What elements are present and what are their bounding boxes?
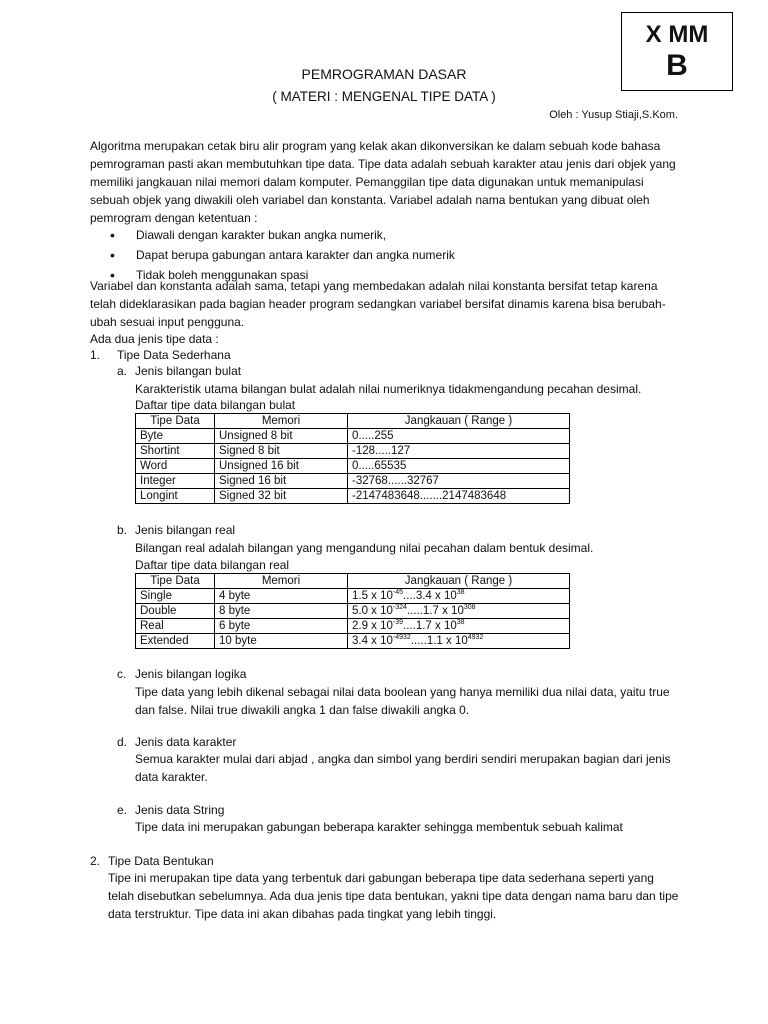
table-row: [136, 619, 570, 634]
table-cell: Signed 8 bit: [215, 444, 348, 459]
table-cell: Word: [136, 459, 215, 474]
table-row: [136, 634, 570, 649]
table-cell: Signed 32 bit: [215, 489, 348, 504]
column-header: Tipe Data: [136, 414, 215, 429]
table-cell: Byte: [136, 429, 215, 444]
real-types-table: [135, 573, 570, 649]
subsection-a-desc: Karakteristik utama bilangan bulat adalah nilai numeriknya tidakmengandung pecahan desimal.: [135, 382, 642, 396]
variable-rules-list: [110, 225, 455, 285]
table-header-row: [136, 574, 570, 589]
class-label-line1: X MM: [645, 21, 709, 48]
subsection-d-title: Jenis data karakter: [135, 735, 237, 749]
table-row: [136, 604, 570, 619]
subsection-e-desc: Tipe data ini merupakan gabungan beberapa karakter sehingga membentuk sebuah kalimat: [135, 820, 623, 834]
table-cell: Single: [136, 589, 215, 604]
author-line: Oleh : Yusup Stiaji,S.Kom.: [549, 109, 678, 121]
section1-number: 1.: [90, 348, 101, 362]
list-item: • Tidak boleh menggunakan spasi: [110, 265, 455, 285]
section1-title: Tipe Data Sederhana: [117, 348, 231, 362]
table-cell-range: 1.5 x $10^{-45}....3.4$ x $10^{38}$: [348, 589, 570, 604]
section2-number: 2.: [90, 854, 101, 868]
variable-constant-paragraph: Variabel dan konstanta adalah sama, tetapi yang membedakan adalah nilai konstanta bersifat tetap karena telah dideklarasikan pada bagian header program sedangkan variabel bersifat dinamis karena bisa berubah-ubah sesuai input pengguna.: [90, 279, 666, 329]
subsection-c-label: c.: [117, 667, 127, 681]
table-header-row: [136, 414, 570, 429]
subsection-a-label: a.: [117, 364, 128, 378]
section2-desc: Tipe ini merupakan tipe data yang terbentuk dari gabungan beberapa tipe data sederhana seperti yang telah disebutkan sebelumnya. Ada dua jenis tipe data bentukan, yakni tipe data dengan nama baru dan tipe data terstruktur. Tipe data ini akan dibahas pada tingkat yang lebih tinggi.: [108, 871, 679, 921]
column-header: Jangkauan ( Range ): [348, 574, 570, 589]
subsection-c-title: Jenis bilangan logika: [135, 667, 247, 681]
table-cell-range: 3.4 x $10^{-4932}.....1.1$ x $10^{4932}$: [348, 634, 570, 649]
two-types-line: Ada dua jenis tipe data :: [90, 332, 219, 346]
table-cell: -2147483648.......2147483648: [348, 489, 570, 504]
table-row: [136, 589, 570, 604]
table-cell: 6 byte: [215, 619, 348, 634]
table-row: [136, 459, 570, 474]
column-header: Jangkauan ( Range ): [348, 414, 570, 429]
subsection-e-label: e.: [117, 803, 128, 817]
table-cell: 8 byte: [215, 604, 348, 619]
table-cell: 0.....255: [348, 429, 570, 444]
section2-title: Tipe Data Bentukan: [108, 854, 214, 868]
subsection-b-label: b.: [117, 523, 128, 537]
table-cell: Shortint: [136, 444, 215, 459]
table-cell-range: 2.9 x $10^{-39}....1.7$ x $10^{38}$: [348, 619, 570, 634]
table-cell: 0.....65535: [348, 459, 570, 474]
table-row: [136, 489, 570, 504]
subsection-b-desc: Bilangan real adalah bilangan yang mengandung nilai pecahan dalam bentuk desimal.: [135, 541, 594, 555]
subsection-c-desc: Tipe data yang lebih dikenal sebagai nilai data boolean yang hanya memiliki dua nilai data, yaitu true dan false. Nilai true diwakili angka 1 dan false diwakili angka 0.: [135, 685, 670, 717]
table-cell: Integer: [136, 474, 215, 489]
table-cell: Real: [136, 619, 215, 634]
intro-paragraph: Algoritma merupakan cetak biru alir program yang kelak akan dikonversikan ke dalam sebuah kode bahasa pemrograman pasti akan membutuhkan tipe data. Tipe data adalah sebuah karakter atau jenis dari objek yang memiliki jangkauan nilai memori dalam komputer. Pemanggilan tipe data digunakan untuk memanipulasi sebuah objek yang diwakili oleh variabel dan konstanta. Variabel adalah nama bentukan yang dibuat oleh pemrogram dengan ketentuan :: [90, 139, 676, 225]
table-cell: 10 byte: [215, 634, 348, 649]
table-cell: Double: [136, 604, 215, 619]
subsection-d-label: d.: [117, 735, 128, 749]
class-label-line2: B: [666, 49, 688, 82]
list-item: • Diawali dengan karakter bukan angka numerik,: [110, 225, 455, 245]
document-title: PEMROGRAMAN DASAR: [301, 66, 467, 82]
table-cell: Unsigned 8 bit: [215, 429, 348, 444]
integer-types-table: [135, 413, 570, 504]
table-cell: Longint: [136, 489, 215, 504]
table-row: [136, 474, 570, 489]
subsection-a-list-title: Daftar tipe data bilangan bulat: [135, 398, 296, 412]
subsection-a-title: Jenis bilangan bulat: [135, 364, 242, 378]
table-cell: Unsigned 16 bit: [215, 459, 348, 474]
table-row: [136, 429, 570, 444]
subsection-b-title: Jenis bilangan real: [135, 523, 236, 537]
subsection-d-desc: Semua karakter mulai dari abjad , angka dan simbol yang berdiri sendiri merupakan bagian dari jenis data karakter.: [135, 752, 671, 784]
table-cell: -32768......32767: [348, 474, 570, 489]
document-subtitle: ( MATERI : MENGENAL TIPE DATA ): [272, 89, 496, 104]
column-header: Memori: [215, 574, 348, 589]
table-row: [136, 444, 570, 459]
subsection-e-title: Jenis data String: [135, 803, 225, 817]
column-header: Tipe Data: [136, 574, 215, 589]
subsection-b-list-title: Daftar tipe data bilangan real: [135, 558, 290, 572]
table-cell: -128.....127: [348, 444, 570, 459]
table-cell-range: 5.0 x $10^{-324}.....1.7$ x $10^{308}$: [348, 604, 570, 619]
table-cell: Extended: [136, 634, 215, 649]
table-cell: Signed 16 bit: [215, 474, 348, 489]
list-item: • Dapat berupa gabungan antara karakter dan angka numerik: [110, 245, 455, 265]
table-cell: 4 byte: [215, 589, 348, 604]
column-header: Memori: [215, 414, 348, 429]
